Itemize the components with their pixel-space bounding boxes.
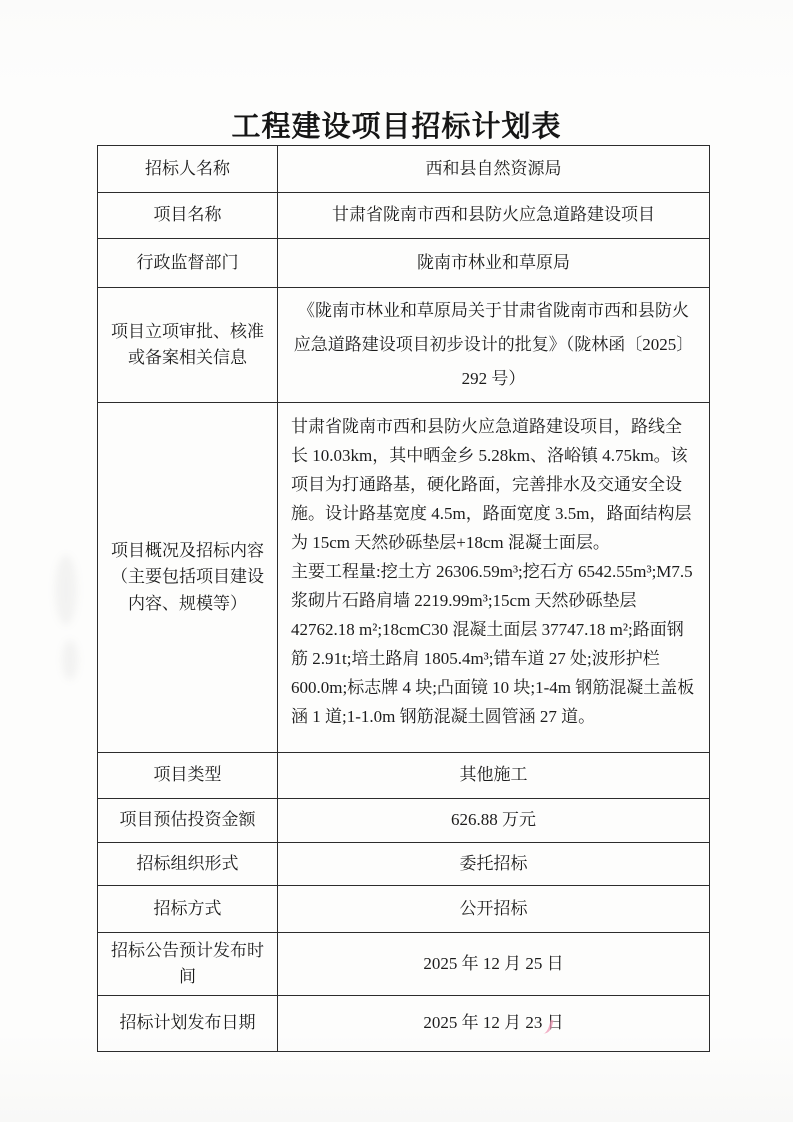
table-row-approval-info <box>98 288 710 403</box>
value-project-name: 甘肃省陇南市西和县防火应急道路建设项目 <box>278 193 710 239</box>
table-row-bidding-method <box>98 886 710 933</box>
label-project-name: 项目名称 <box>98 193 278 239</box>
value-organization-form: 委托招标 <box>278 843 710 886</box>
label-approval-info: 项目立项审批、核准或备案相关信息 <box>98 288 278 403</box>
label-supervising-department: 行政监督部门 <box>98 239 278 288</box>
value-approval-info: 《陇南市林业和草原局关于甘肃省陇南市西和县防火应急道路建设项目初步设计的批复》（陇林函〔2025〕292 号） <box>278 288 710 403</box>
value-project-overview <box>278 403 710 753</box>
label-organization-form: 招标组织形式 <box>98 843 278 886</box>
value-bidder-name: 西和县自然资源局 <box>278 146 710 193</box>
table-row-announcement-date <box>98 933 710 996</box>
label-project-type: 项目类型 <box>98 753 278 799</box>
plan-publish-date-text: 2025 年 12 月 23 日 <box>423 1013 564 1033</box>
table-row-bidder-name <box>98 146 710 193</box>
overview-paragraph-quantities: 主要工程量:挖土方 26306.59m³;挖石方 6542.55m³;M7.5 浆砌片石路肩墙 2219.99m³;15cm 天然砂砾垫层 42762.18 m²;18cmC30 混凝土面层 37747.18 m²;路面钢筋 2.91t;培土路肩 1805.4m³;错车道 27 处;波形护栏 600.0m;标志牌 4 块;凸面镜 10 块;1-4m 钢筋混凝土盖板涵 1 道;1-1.0m 钢筋混凝土圆管涵 27 道。 <box>291 562 695 726</box>
label-plan-publish-date: 招标计划发布日期 <box>98 996 278 1052</box>
table-row-estimated-investment <box>98 799 710 843</box>
table-row-project-overview <box>98 403 710 753</box>
scan-smudge-artifact <box>55 555 77 625</box>
value-estimated-investment: 626.88 万元 <box>278 799 710 843</box>
bidding-plan-table <box>97 145 710 1052</box>
table-row-organization-form <box>98 843 710 886</box>
label-project-overview: 项目概况及招标内容（主要包括项目建设内容、规模等） <box>98 403 278 753</box>
label-estimated-investment: 项目预估投资金额 <box>98 799 278 843</box>
value-announcement-date: 2025 年 12 月 25 日 <box>278 933 710 996</box>
label-announcement-date: 招标公告预计发布时间 <box>98 933 278 996</box>
table-row-project-name <box>98 193 710 239</box>
table-row-supervising-department <box>98 239 710 288</box>
overview-paragraph-route: 甘肃省陇南市西和县防火应急道路建设项目，路线全长 10.03km，其中晒金乡 5.28km、洛峪镇 4.75km。该项目为打通路基，硬化路面，完善排水及交通安全设施。设计路基宽度 4.5m，路面宽度 3.5m，路面结构层为 15cm 天然砂砾垫层+18cm 混凝士面层。 <box>291 417 692 552</box>
value-plan-publish-date <box>278 996 710 1052</box>
page-title: 工程建设项目招标计划表 <box>231 111 562 143</box>
label-bidding-method: 招标方式 <box>98 886 278 933</box>
table-row-plan-publish-date <box>98 996 710 1052</box>
table-row-project-type <box>98 753 710 799</box>
value-project-type: 其他施工 <box>278 753 710 799</box>
value-supervising-department: 陇南市林业和草原局 <box>278 239 710 288</box>
label-bidder-name: 招标人名称 <box>98 146 278 193</box>
value-bidding-method: 公开招标 <box>278 886 710 933</box>
scan-smudge-artifact <box>62 640 78 680</box>
